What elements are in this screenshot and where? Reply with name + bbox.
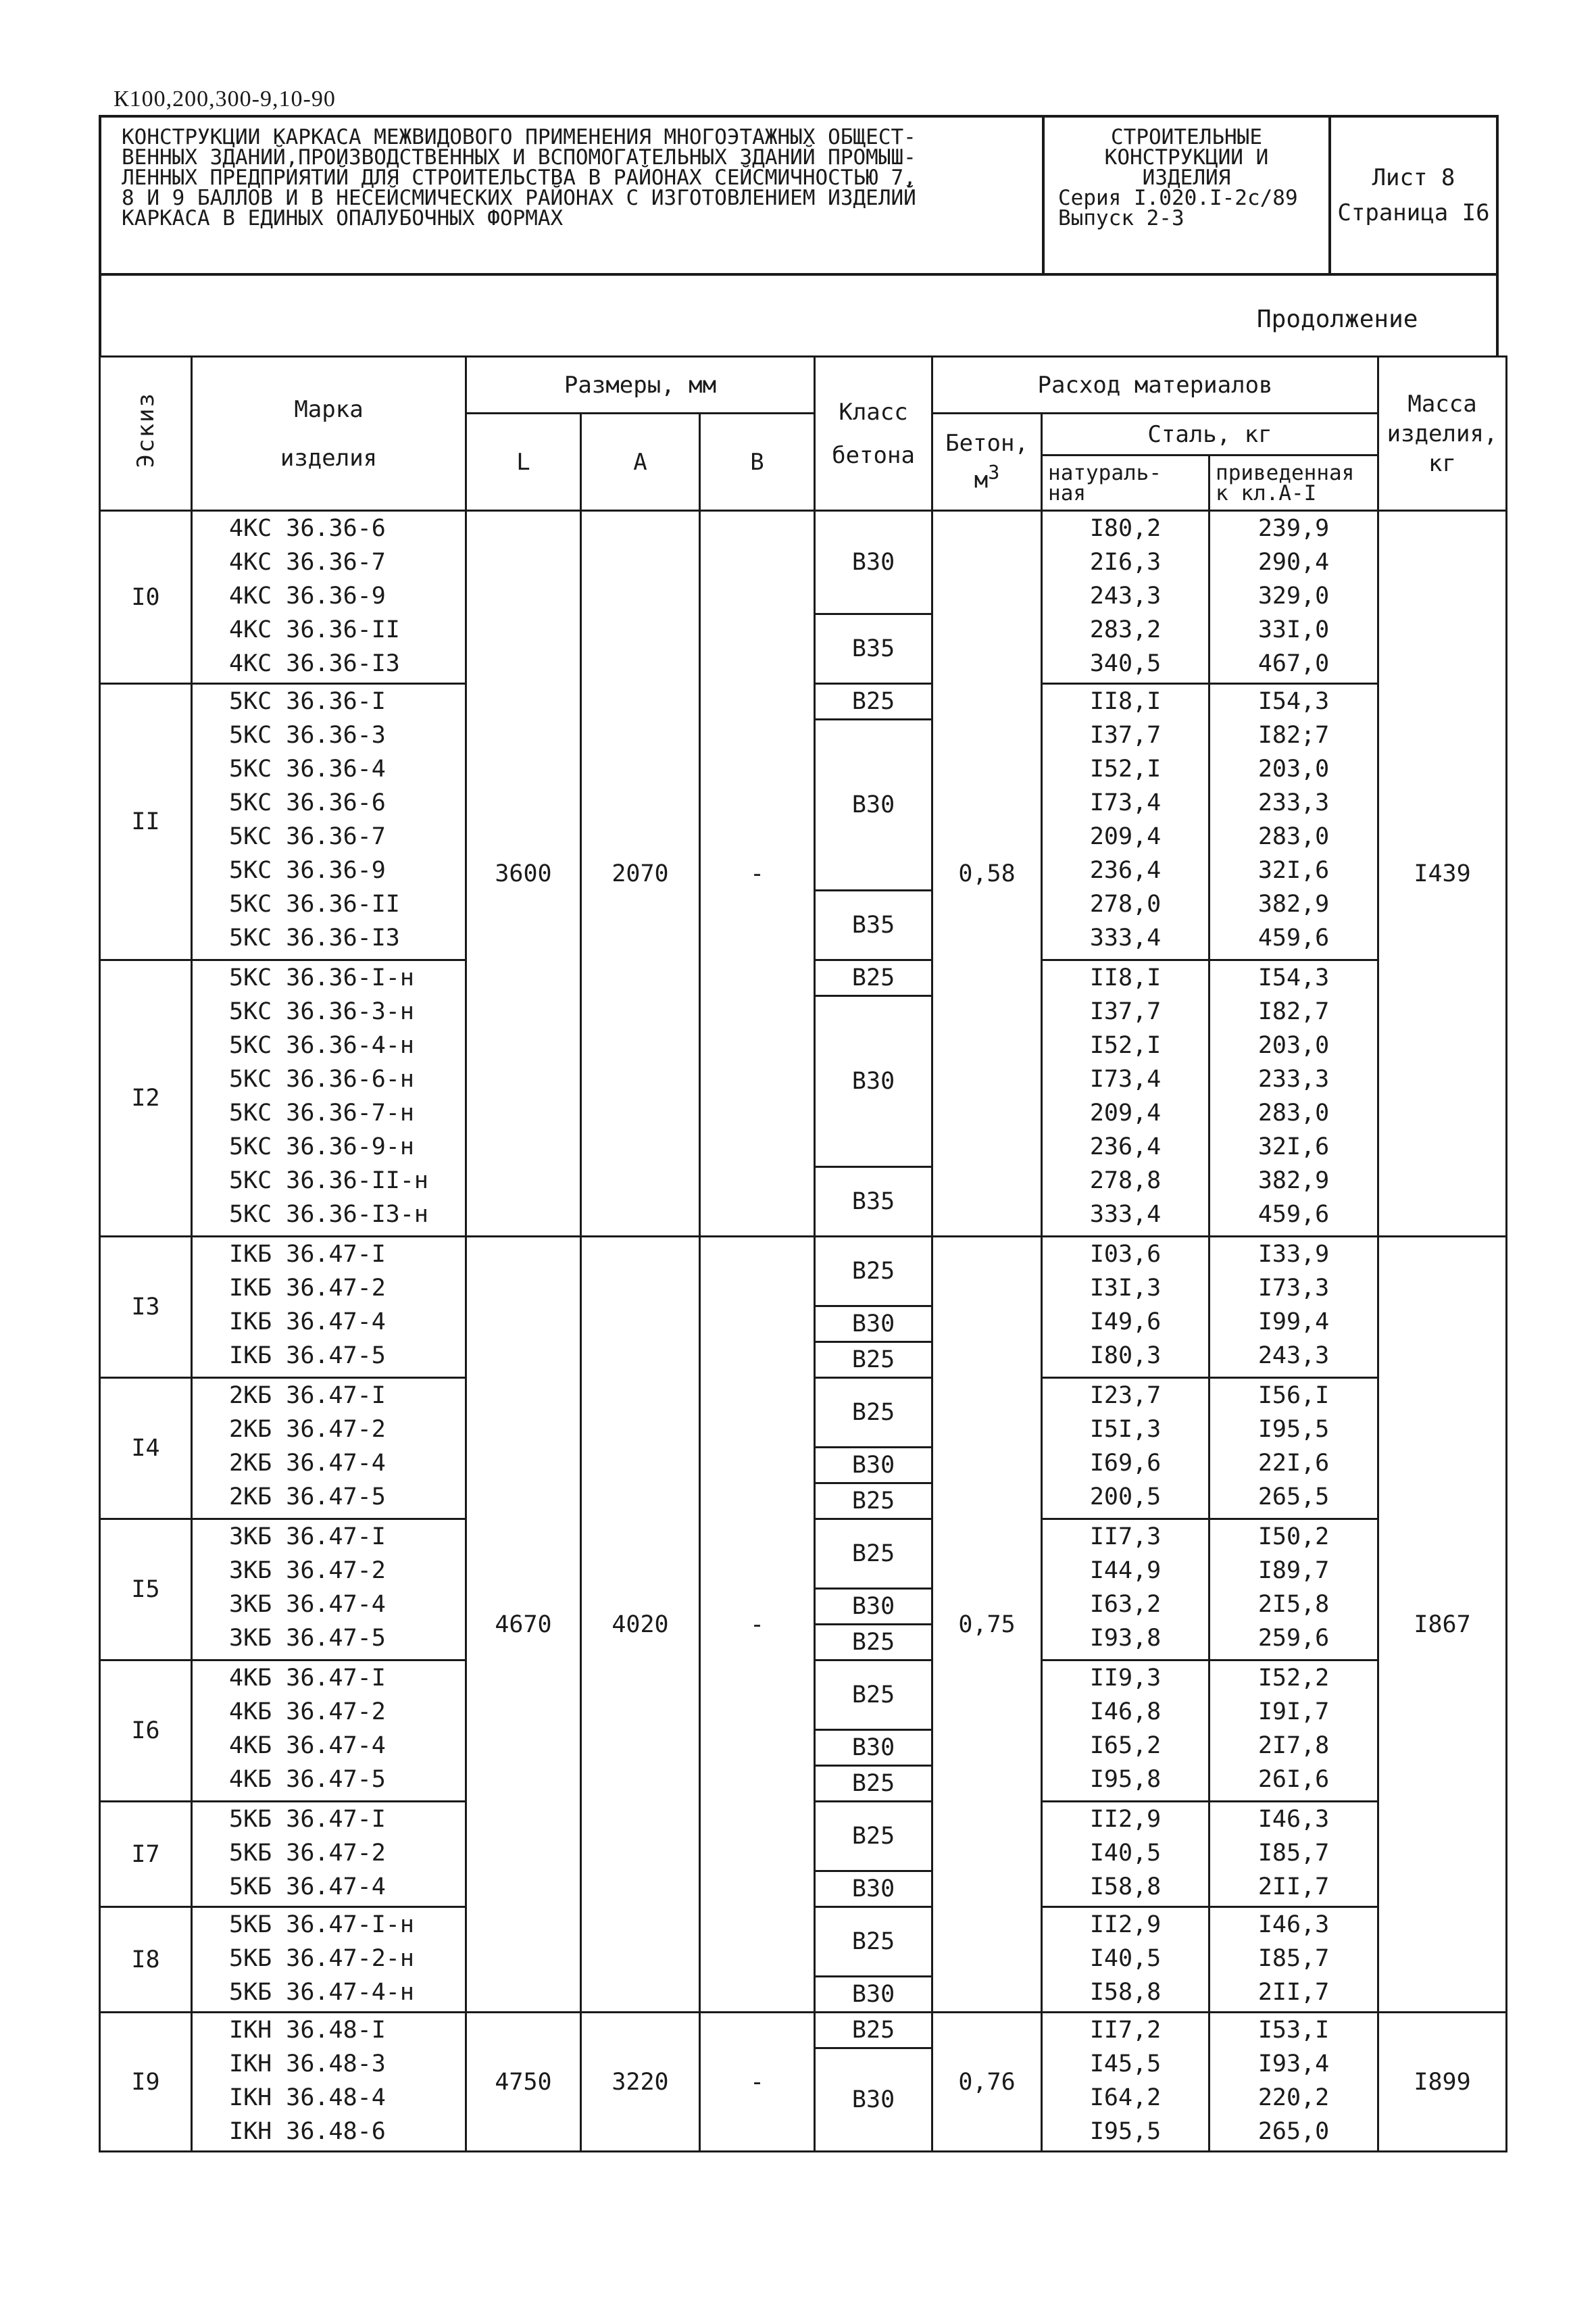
- steel-natural-value: I40,5: [1089, 1945, 1162, 1972]
- steel-natural-value: I73,4: [1089, 789, 1162, 816]
- steel-reduced-value: I89,7: [1257, 1557, 1330, 1584]
- steel-reduced: [1210, 511, 1378, 684]
- mark-name: 4КС 36.36-6: [229, 515, 386, 542]
- steel-reduced-value: I9I,7: [1257, 1698, 1330, 1725]
- steel-natural-value: 340,5: [1089, 650, 1162, 677]
- sketch-number: I9: [100, 2013, 192, 2152]
- title-line: 8 И 9 БАЛЛОВ И В НЕСЕЙСМИЧЕСКИХ РАЙОНАХ С ИЗГОТОВЛЕНИЕМ ИЗДЕЛИЙ: [122, 186, 916, 210]
- concrete-class: В35: [815, 891, 932, 960]
- page-number: Страница I6: [1337, 199, 1490, 226]
- product-mass: I867: [1378, 1237, 1507, 2013]
- mark-list: [192, 1907, 466, 2013]
- sketch-number: I7: [100, 1802, 192, 1907]
- concrete-class: В30: [815, 2048, 932, 2152]
- steel-reduced-value: 467,0: [1257, 650, 1330, 677]
- steel-reduced-value: I33,9: [1257, 1241, 1330, 1268]
- steel-natural-value: I49,6: [1089, 1308, 1162, 1335]
- concrete-class: В30: [815, 720, 932, 891]
- size-A: 3220: [581, 2013, 700, 2152]
- mark-name: 5КС 36.36-3-н: [229, 998, 414, 1025]
- steel-natural-value: I03,6: [1089, 1241, 1162, 1268]
- mark-name: 2КБ 36.47-5: [229, 1483, 386, 1510]
- steel-reduced-value: I82,7: [1257, 998, 1330, 1025]
- steel-reduced-value: 283,0: [1257, 823, 1330, 850]
- category-line: ИЗДЕЛИЯ: [1142, 166, 1231, 190]
- steel-natural-value: I37,7: [1089, 722, 1162, 749]
- steel-reduced-value: I50,2: [1257, 1523, 1330, 1550]
- col-sizes: Размеры, мм: [466, 357, 815, 414]
- title-line: ВЕННЫХ ЗДАНИЙ,ПРОИЗВОДСТВЕННЫХ И ВСПОМОГАТЕЛЬНЫХ ЗДАНИЙ ПРОМЫШ-: [122, 145, 916, 170]
- mark-list: [192, 1660, 466, 1802]
- mark-name: 2КБ 36.47-I: [229, 1382, 386, 1409]
- steel-reduced-value: I85,7: [1257, 1840, 1330, 1867]
- steel-natural-value: I80,3: [1089, 1342, 1162, 1369]
- steel-natural-value: I95,8: [1089, 1766, 1162, 1793]
- steel-reduced-value: 265,0: [1257, 2118, 1330, 2145]
- sketch-number: I0: [100, 511, 192, 684]
- size-A: 4020: [581, 1237, 700, 2013]
- mark-list: [192, 1378, 466, 1519]
- steel-natural-value: I93,8: [1089, 1625, 1162, 1652]
- mark-name: 5КБ 36.47-I: [229, 1806, 386, 1833]
- concrete-class: В25: [815, 1907, 932, 1977]
- issue-number: Выпуск 2-3: [1058, 206, 1184, 230]
- col-L: L: [466, 414, 581, 511]
- col-mark: Марка изделия: [192, 357, 466, 511]
- mark-name: 5КС 36.36-6: [229, 789, 386, 816]
- concrete-class: В25: [815, 1625, 932, 1660]
- steel-natural: [1042, 684, 1210, 960]
- title-line: ЛЕННЫХ ПРЕДПРИЯТИЙ ДЛЯ СТРОИТЕЛЬСТВА В РАЙОНАХ СЕЙСМИЧНОСТЬЮ 7,: [122, 166, 916, 190]
- mark-name: 4КБ 36.47-I: [229, 1665, 386, 1692]
- mark-name: 2КБ 36.47-2: [229, 1416, 386, 1443]
- steel-reduced-value: 459,6: [1257, 1201, 1330, 1228]
- steel-natural-value: I52,I: [1089, 756, 1162, 783]
- size-L: 4670: [466, 1237, 581, 2013]
- sheet-number: Лист 8: [1372, 164, 1455, 191]
- mark-name: IКБ 36.47-5: [229, 1342, 386, 1369]
- concrete-volume: 0,76: [932, 2013, 1042, 2152]
- title-line: КАРКАСА В ЕДИНЫХ ОПАЛУБОЧНЫХ ФОРМАХ: [122, 206, 564, 230]
- concrete-volume: 0,75: [932, 1237, 1042, 2013]
- steel-natural-value: II2,9: [1089, 1806, 1162, 1833]
- sketch-number: I2: [100, 960, 192, 1237]
- sketch-number: I5: [100, 1519, 192, 1660]
- steel-reduced-value: 382,9: [1257, 891, 1330, 918]
- steel-natural: [1042, 1378, 1210, 1519]
- steel-natural: [1042, 511, 1210, 684]
- mark-name: 4КС 36.36-II: [229, 616, 400, 643]
- steel-reduced-value: I54,3: [1257, 688, 1330, 715]
- steel-natural: [1042, 1802, 1210, 1907]
- mark-name: 3КБ 36.47-I: [229, 1523, 386, 1550]
- steel-natural-value: 236,4: [1089, 857, 1162, 884]
- mark-name: IКН 36.48-4: [229, 2084, 386, 2111]
- mark-name: 4КС 36.36-9: [229, 583, 386, 610]
- steel-natural-value: 283,2: [1089, 616, 1162, 643]
- steel-natural-value: 2I6,3: [1089, 549, 1162, 576]
- mark-name: IКН 36.48-I: [229, 2017, 386, 2044]
- title-line: КОНСТРУКЦИИ КАРКАСА МЕЖВИДОВОГО ПРИМЕНЕНИЯ МНОГОЭТАЖНЫХ ОБЩЕСТ-: [122, 125, 916, 149]
- size-L: 3600: [466, 511, 581, 1237]
- col-materials: Расход материалов: [932, 357, 1378, 414]
- steel-reduced-value: I73,3: [1257, 1275, 1330, 1302]
- steel-natural: [1042, 1519, 1210, 1660]
- concrete-class: В30: [815, 1306, 932, 1342]
- steel-reduced-value: 459,6: [1257, 925, 1330, 952]
- mark-name: IКН 36.48-3: [229, 2050, 386, 2077]
- steel-natural-value: I63,2: [1089, 1591, 1162, 1618]
- mark-name: 5КБ 36.47-4-н: [229, 1979, 414, 2006]
- mark-name: 4КБ 36.47-2: [229, 1698, 386, 1725]
- col-concrete: Бетон, $м^3$: [932, 414, 1042, 511]
- steel-reduced-value: 2I5,8: [1257, 1591, 1330, 1618]
- col-class: Класс бетона: [815, 357, 932, 511]
- steel-reduced-value: I46,3: [1257, 1911, 1330, 1938]
- steel-natural-value: I52,I: [1089, 1032, 1162, 1059]
- steel-reduced-value: I85,7: [1257, 1945, 1330, 1972]
- steel-natural-value: II8,I: [1089, 688, 1162, 715]
- mark-list: [192, 684, 466, 960]
- category-line: КОНСТРУКЦИИ И: [1104, 145, 1269, 170]
- series-number: Серия I.020.I-2с/89: [1058, 186, 1298, 210]
- steel-reduced-value: I54,3: [1257, 964, 1330, 991]
- steel-reduced-value: 2I7,8: [1257, 1732, 1330, 1759]
- concrete-class: В30: [815, 1871, 932, 1907]
- steel-natural-value: I58,8: [1089, 1979, 1162, 2006]
- continuation-label: Продолжение: [1257, 305, 1418, 333]
- mark-name: 5КС 36.36-4-н: [229, 1032, 414, 1059]
- size-L: 4750: [466, 2013, 581, 2152]
- steel-natural-value: I80,2: [1089, 515, 1162, 542]
- concrete-class: В30: [815, 1589, 932, 1625]
- steel-reduced-value: 233,3: [1257, 1066, 1330, 1093]
- steel-natural-value: I44,9: [1089, 1557, 1162, 1584]
- steel-natural-value: 200,5: [1089, 1483, 1162, 1510]
- concrete-class: В25: [815, 1483, 932, 1519]
- mark-name: 5КС 36.36-9: [229, 857, 386, 884]
- steel-reduced-value: 203,0: [1257, 1032, 1330, 1059]
- steel-natural-value: I69,6: [1089, 1450, 1162, 1477]
- steel-reduced: [1210, 2013, 1378, 2152]
- sketch-number: I8: [100, 1907, 192, 2013]
- concrete-volume: 0,58: [932, 511, 1042, 1237]
- steel-natural-value: I37,7: [1089, 998, 1162, 1025]
- table-row: [100, 1237, 1507, 1306]
- steel-natural-value: I65,2: [1089, 1732, 1162, 1759]
- steel-reduced-value: I53,I: [1257, 2017, 1330, 2044]
- title-block: [99, 115, 1499, 276]
- steel-reduced-value: 243,3: [1257, 1342, 1330, 1369]
- mark-name: IКБ 36.47-I: [229, 1241, 386, 1268]
- steel-natural-value: II8,I: [1089, 964, 1162, 991]
- steel-natural-value: 209,4: [1089, 1100, 1162, 1127]
- mark-name: 4КБ 36.47-5: [229, 1766, 386, 1793]
- table-row: [100, 511, 1507, 614]
- steel-reduced-value: 220,2: [1257, 2084, 1330, 2111]
- size-B: -: [700, 1237, 815, 2013]
- col-steel: Сталь, кг: [1042, 414, 1378, 456]
- col-B: B: [700, 414, 815, 511]
- concrete-class: В25: [815, 1378, 932, 1448]
- steel-reduced-value: 2II,7: [1257, 1979, 1330, 2006]
- mark-name: 4КБ 36.47-4: [229, 1732, 386, 1759]
- mark-name: 5КБ 36.47-I-н: [229, 1911, 414, 1938]
- mark-name: 3КБ 36.47-2: [229, 1557, 386, 1584]
- steel-natural: [1042, 960, 1210, 1237]
- mark-name: 5КС 36.36-7: [229, 823, 386, 850]
- steel-natural: [1042, 1237, 1210, 1378]
- steel-natural-value: I95,5: [1089, 2118, 1162, 2145]
- mark-name: 3КБ 36.47-4: [229, 1591, 386, 1618]
- mark-name: 4КС 36.36-7: [229, 549, 386, 576]
- mark-name: 5КС 36.36-I3: [229, 925, 400, 952]
- sketch-number: I3: [100, 1237, 192, 1378]
- steel-reduced: [1210, 1660, 1378, 1802]
- steel-natural-value: I46,8: [1089, 1698, 1162, 1725]
- mark-name: 5КБ 36.47-4: [229, 1873, 386, 1900]
- steel-reduced-value: 2II,7: [1257, 1873, 1330, 1900]
- document-title: [101, 118, 1045, 273]
- col-mass: Масса изделия, кг: [1378, 357, 1507, 511]
- steel-reduced-value: I46,3: [1257, 1806, 1330, 1833]
- steel-natural-value: I64,2: [1089, 2084, 1162, 2111]
- steel-reduced-value: 33I,0: [1257, 616, 1330, 643]
- steel-reduced: [1210, 1519, 1378, 1660]
- sketch-number: II: [100, 684, 192, 960]
- steel-reduced: [1210, 960, 1378, 1237]
- steel-reduced-value: 233,3: [1257, 789, 1330, 816]
- mark-name: 5КС 36.36-4: [229, 756, 386, 783]
- mark-name: IКБ 36.47-4: [229, 1308, 386, 1335]
- steel-reduced-value: 203,0: [1257, 756, 1330, 783]
- size-B: -: [700, 2013, 815, 2152]
- steel-natural-value: I3I,3: [1089, 1275, 1162, 1302]
- steel-reduced-value: 32I,6: [1257, 857, 1330, 884]
- steel-reduced-value: I99,4: [1257, 1308, 1330, 1335]
- mark-name: 2КБ 36.47-4: [229, 1450, 386, 1477]
- steel-natural-value: I40,5: [1089, 1840, 1162, 1867]
- steel-reduced-value: 290,4: [1257, 549, 1330, 576]
- table-row: [100, 2013, 1507, 2048]
- concrete-class: В25: [815, 1766, 932, 1802]
- steel-natural-value: I5I,3: [1089, 1416, 1162, 1443]
- steel-reduced-value: I82;7: [1257, 722, 1330, 749]
- frame-border-left: [99, 276, 101, 357]
- mark-list: [192, 960, 466, 1237]
- steel-natural-value: 278,0: [1089, 891, 1162, 918]
- steel-natural-value: II2,9: [1089, 1911, 1162, 1938]
- concrete-class: В25: [815, 1519, 932, 1589]
- concrete-class: В35: [815, 614, 932, 684]
- steel-reduced: [1210, 1802, 1378, 1907]
- steel-reduced-value: 265,5: [1257, 1483, 1330, 1510]
- mark-name: 5КС 36.36-7-н: [229, 1100, 414, 1127]
- mark-name: 5КС 36.36-I-н: [229, 964, 414, 991]
- steel-natural-value: 278,8: [1089, 1167, 1162, 1194]
- sketch-number: I4: [100, 1378, 192, 1519]
- concrete-class: В35: [815, 1167, 932, 1237]
- mark-name: 5КС 36.36-II: [229, 891, 400, 918]
- category-line: СТРОИТЕЛЬНЫЕ: [1111, 125, 1262, 149]
- steel-reduced-value: 259,6: [1257, 1625, 1330, 1652]
- steel-reduced-value: I93,4: [1257, 2050, 1330, 2077]
- col-steel-natural: натураль- ная: [1042, 456, 1210, 511]
- steel-reduced-value: 283,0: [1257, 1100, 1330, 1127]
- size-A: 2070: [581, 511, 700, 1237]
- steel-natural: [1042, 1907, 1210, 2013]
- steel-reduced-value: I56,I: [1257, 1382, 1330, 1409]
- steel-reduced-value: I95,5: [1257, 1416, 1330, 1443]
- steel-reduced-value: 22I,6: [1257, 1450, 1330, 1477]
- steel-reduced-value: 382,9: [1257, 1167, 1330, 1194]
- concrete-class: В30: [815, 1448, 932, 1483]
- mark-name: 5КС 36.36-3: [229, 722, 386, 749]
- steel-reduced-value: 26I,6: [1257, 1766, 1330, 1793]
- concrete-class: В25: [815, 960, 932, 996]
- steel-natural-value: 333,4: [1089, 1201, 1162, 1228]
- steel-natural-value: 236,4: [1089, 1133, 1162, 1160]
- mark-list: [192, 1237, 466, 1378]
- steel-natural-value: I58,8: [1089, 1873, 1162, 1900]
- steel-natural-value: 209,4: [1089, 823, 1162, 850]
- concrete-class: В25: [815, 1802, 932, 1871]
- steel-reduced: [1210, 684, 1378, 960]
- steel-reduced-value: 239,9: [1257, 515, 1330, 542]
- mark-name: IКБ 36.47-2: [229, 1275, 386, 1302]
- steel-reduced-value: I52,2: [1257, 1665, 1330, 1692]
- steel-reduced: [1210, 1237, 1378, 1378]
- materials-table: [99, 355, 1507, 2152]
- mark-name: 5КБ 36.47-2-н: [229, 1945, 414, 1972]
- concrete-class: В25: [815, 2013, 932, 2048]
- steel-reduced-value: 32I,6: [1257, 1133, 1330, 1160]
- steel-reduced: [1210, 1378, 1378, 1519]
- steel-natural: [1042, 1660, 1210, 1802]
- mark-list: [192, 1519, 466, 1660]
- steel-reduced-value: 329,0: [1257, 583, 1330, 610]
- mark-name: 4КС 36.36-I3: [229, 650, 400, 677]
- steel-natural-value: I45,5: [1089, 2050, 1162, 2077]
- steel-natural-value: II9,3: [1089, 1665, 1162, 1692]
- mark-name: IКН 36.48-6: [229, 2118, 386, 2145]
- mark-list: [192, 1802, 466, 1907]
- concrete-class: В25: [815, 684, 932, 720]
- steel-natural: [1042, 2013, 1210, 2152]
- steel-reduced: [1210, 1907, 1378, 2013]
- sketch-number: I6: [100, 1660, 192, 1802]
- concrete-class: В30: [815, 1730, 932, 1766]
- mark-name: 5КС 36.36-I3-н: [229, 1201, 429, 1228]
- concrete-class: В25: [815, 1660, 932, 1730]
- steel-natural-value: I23,7: [1089, 1382, 1162, 1409]
- concrete-class: В30: [815, 1977, 932, 2013]
- mark-name: 5КБ 36.47-2: [229, 1840, 386, 1867]
- concrete-class: В25: [815, 1342, 932, 1378]
- col-sketch: Эскиз: [100, 357, 192, 511]
- col-A: A: [581, 414, 700, 511]
- col-steel-reduced: приведенная к кл.А-I: [1210, 456, 1378, 511]
- mark-name: 5КС 36.36-9-н: [229, 1133, 414, 1160]
- mark-name: 5КС 36.36-II-н: [229, 1167, 429, 1194]
- concrete-class: В25: [815, 1237, 932, 1306]
- product-mass: I899: [1378, 2013, 1507, 2152]
- frame-border-right: [1496, 276, 1499, 357]
- steel-natural-value: I73,4: [1089, 1066, 1162, 1093]
- series-block: [1045, 118, 1331, 273]
- steel-natural-value: 243,3: [1089, 583, 1162, 610]
- steel-natural-value: II7,3: [1089, 1523, 1162, 1550]
- mark-list: [192, 2013, 466, 2152]
- steel-natural-value: II7,2: [1089, 2017, 1162, 2044]
- mark-name: 3КБ 36.47-5: [229, 1625, 386, 1652]
- product-mass: I439: [1378, 511, 1507, 1237]
- mark-name: 5КС 36.36-I: [229, 688, 386, 715]
- steel-natural-value: 333,4: [1089, 925, 1162, 952]
- mark-list: [192, 511, 466, 684]
- concrete-class: В30: [815, 996, 932, 1167]
- mark-name: 5КС 36.36-6-н: [229, 1066, 414, 1093]
- document-code: К100,200,300-9,10-90: [114, 87, 336, 112]
- concrete-class: В30: [815, 511, 932, 614]
- size-B: -: [700, 511, 815, 1237]
- sheet-block: [1331, 118, 1496, 273]
